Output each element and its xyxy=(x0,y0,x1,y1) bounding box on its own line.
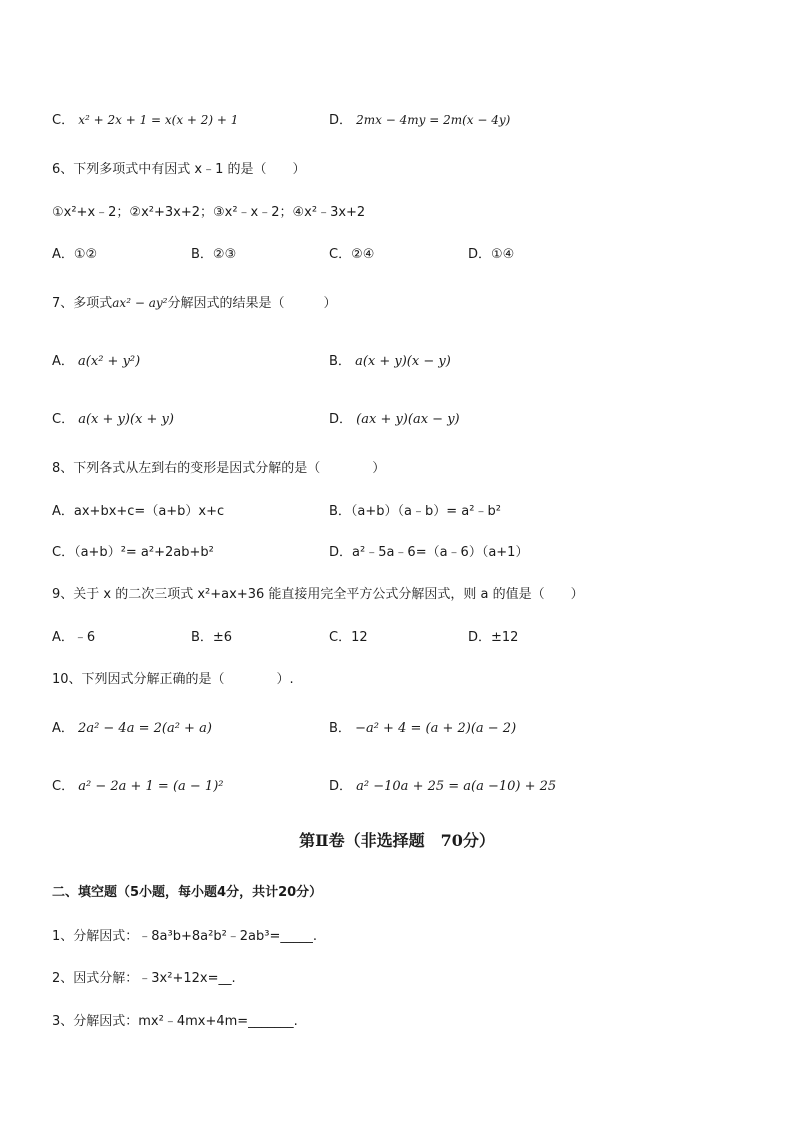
option-math: a(x² + y²) xyxy=(78,354,141,369)
q6-items: ①x²+x﹣2；②x²+3x+2；③x²﹣x﹣2；④x²﹣3x+2 xyxy=(52,205,366,220)
option-label: C． xyxy=(52,779,75,794)
q7-option-b xyxy=(329,350,451,369)
option-math: 2a² − 4a = 2(a² + a) xyxy=(78,721,212,736)
q10-stem: 10、下列因式分解正确的是（ ）. xyxy=(52,672,294,687)
q8-option-a: A．ax+bx+c=（a+b）x+c xyxy=(52,504,225,519)
option-math: x² + 2x + 1 = x(x + 2) + 1 xyxy=(78,113,239,127)
option-math: a(x + y)(x + y) xyxy=(78,412,174,427)
option-label: C． xyxy=(52,412,75,427)
stem-prefix: 7、多项式 xyxy=(52,296,113,311)
option-label: B． xyxy=(329,721,351,736)
fill-blank-item-3: 3、分解因式：mx²﹣4mx+4m=_______. xyxy=(52,1014,298,1029)
q6-option-b: B．②③ xyxy=(191,247,237,262)
q6-option-c: C．②④ xyxy=(329,247,375,262)
option-math: a² − 2a + 1 = (a − 1)² xyxy=(78,779,224,794)
fill-blank-item-2: 2、因式分解：﹣3x²+12x=__. xyxy=(52,971,236,986)
q7-option-d xyxy=(329,408,460,427)
section-subtitle: 二、填空题（5小题，每小题4分，共计20分） xyxy=(52,885,323,900)
q7-option-c xyxy=(52,408,174,427)
q9-option-b: B．±6 xyxy=(191,630,233,645)
q6-stem: 6、下列多项式中有因式 x﹣1 的是（ ） xyxy=(52,162,306,177)
option-label: B． xyxy=(329,354,351,369)
q9-option-c: C．12 xyxy=(329,630,368,645)
fill-blank-item-1: 1、分解因式：﹣8a³b+8a²b²﹣2ab³=_____. xyxy=(52,929,318,944)
q9-option-a: A．﹣6 xyxy=(52,630,96,645)
option-math: a² −10a + 25 = a(a −10) + 25 xyxy=(356,779,557,794)
q8-stem: 8、下列各式从左到右的变形是因式分解的是（ ） xyxy=(52,461,386,476)
q8-option-d: D．a²﹣5a﹣6=（a﹣6）（a+1） xyxy=(329,545,529,560)
option-label: D． xyxy=(329,779,353,794)
option-math: −a² + 4 = (a + 2)(a − 2) xyxy=(355,721,517,736)
q7-stem xyxy=(52,292,336,311)
q5-option-d xyxy=(329,109,510,128)
q5-option-c xyxy=(52,109,238,128)
q8-option-b: B．（a+b）（a﹣b）= a²﹣b² xyxy=(329,504,501,519)
option-math: (ax + y)(ax − y) xyxy=(356,412,460,427)
q6-option-a: A．①② xyxy=(52,247,98,262)
stem-math: ax² − ay² xyxy=(112,296,168,310)
stem-suffix: 分解因式的结果是（ ） xyxy=(167,296,337,311)
q8-option-c: C．（a+b）²= a²+2ab+b² xyxy=(52,545,214,560)
option-label: A． xyxy=(52,354,74,369)
q10-option-c xyxy=(52,775,223,794)
option-label: A． xyxy=(52,721,74,736)
q9-option-d: D．±12 xyxy=(468,630,519,645)
option-label: D． xyxy=(329,412,353,427)
option-label: D． xyxy=(329,113,353,128)
section-title: 第Ⅱ卷（非选择题 70分） xyxy=(299,831,495,850)
q10-option-d xyxy=(329,775,556,794)
q6-option-d: D．①④ xyxy=(468,247,515,262)
q10-option-b xyxy=(329,717,516,736)
option-math: 2mx − 4my = 2m(x − 4y) xyxy=(356,113,511,127)
q7-option-a xyxy=(52,350,140,369)
q9-stem: 9、关于 x 的二次三项式 x²+ax+36 能直接用完全平方公式分解因式，则 a 的值是（ ） xyxy=(52,587,584,602)
option-math: a(x + y)(x − y) xyxy=(355,354,451,369)
q10-option-a xyxy=(52,717,212,736)
option-label: C． xyxy=(52,113,75,128)
